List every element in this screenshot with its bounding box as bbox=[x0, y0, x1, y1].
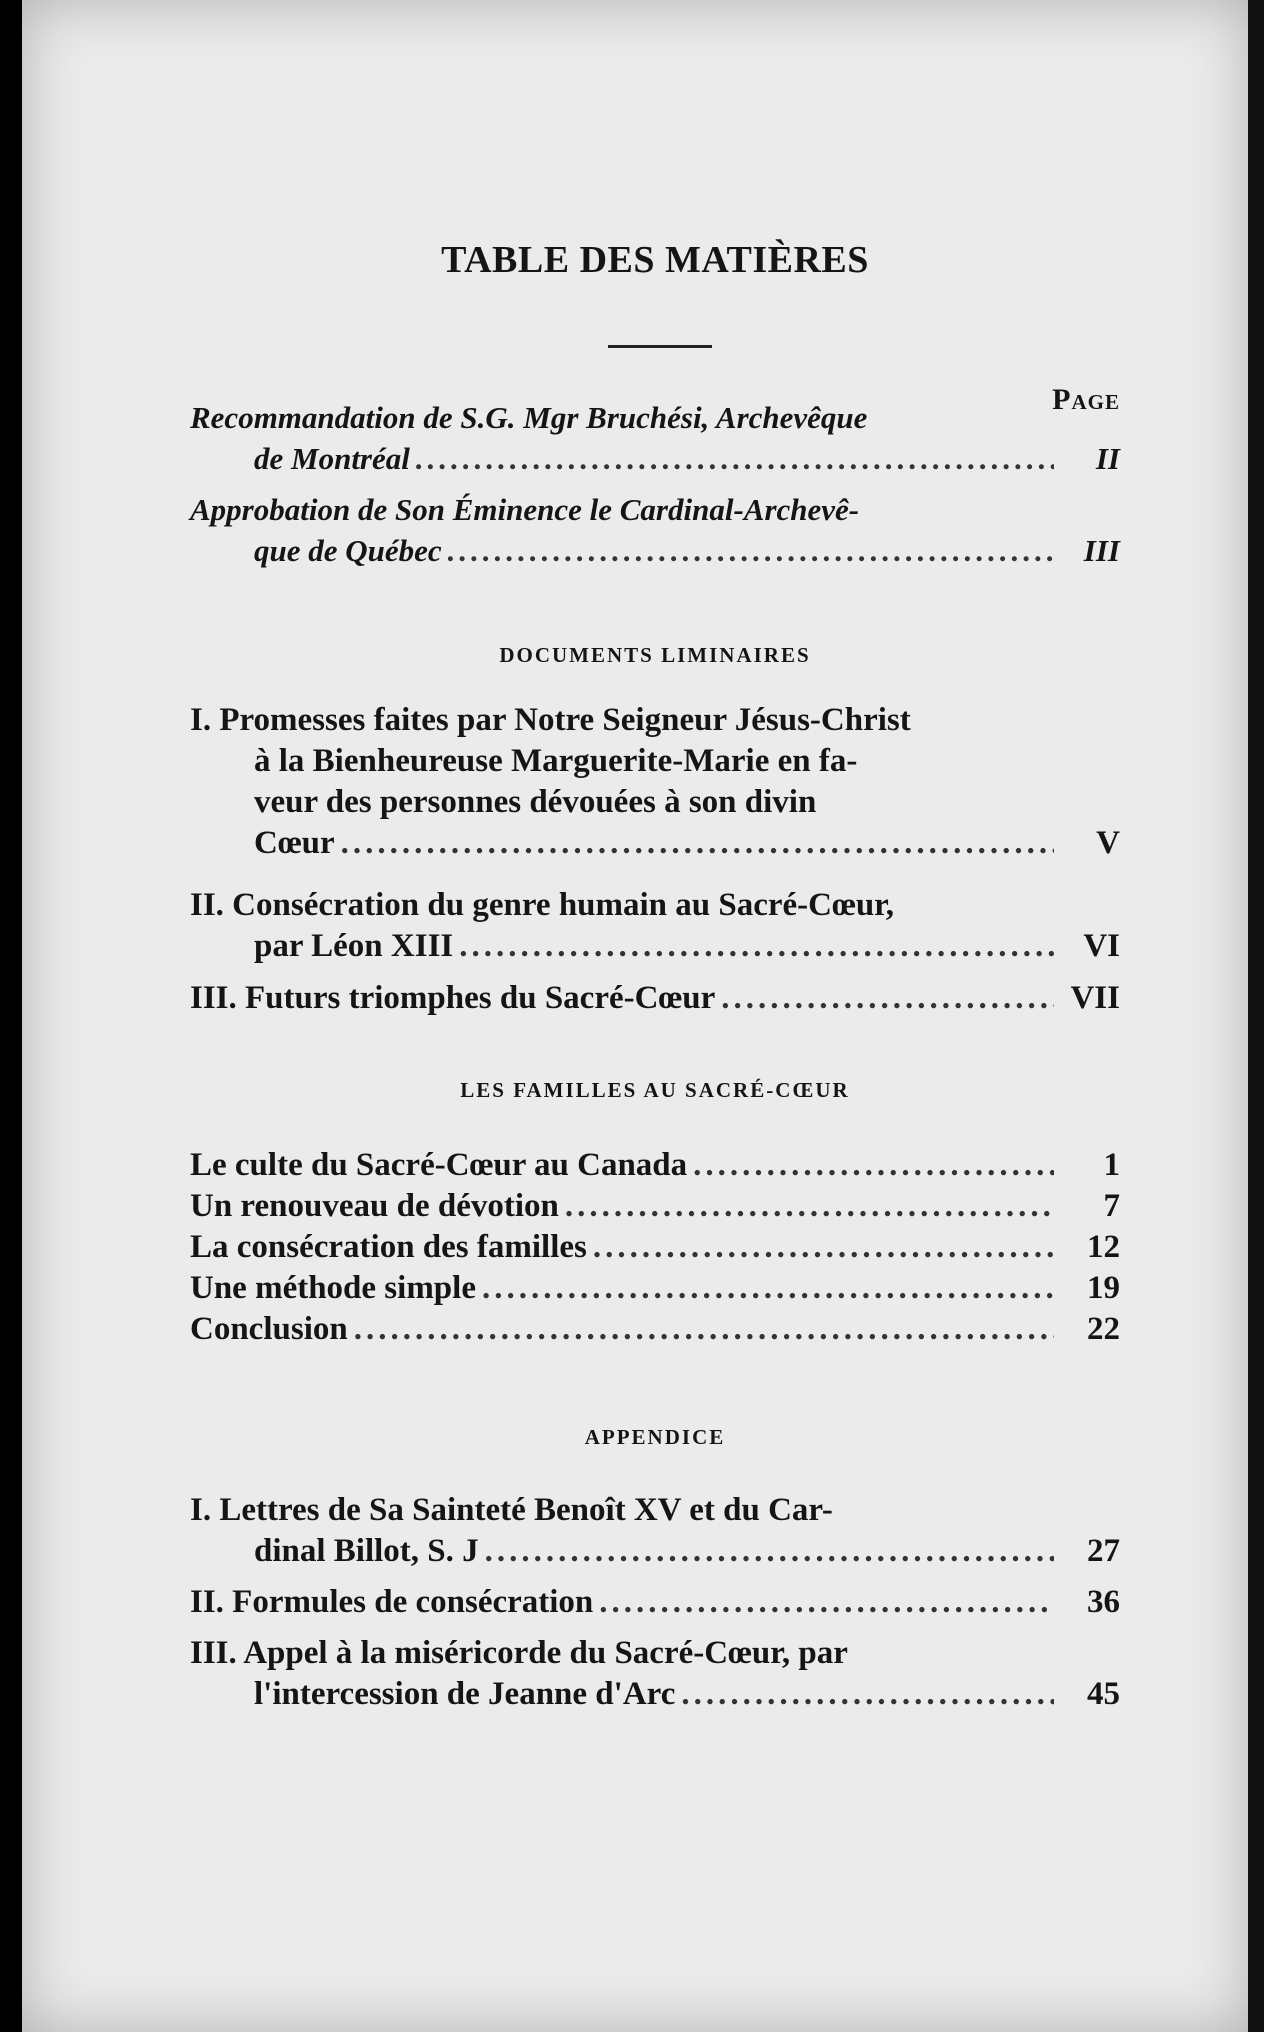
entry-line: de Montréal ..... II bbox=[190, 438, 1120, 479]
toc-entry bbox=[190, 397, 1120, 479]
toc-entry bbox=[190, 489, 1120, 571]
page-number: III bbox=[1083, 533, 1120, 568]
page-number: 36 bbox=[1087, 1584, 1120, 1620]
entry-line: Approbation de Son Éminence le Cardinal-Archevê- bbox=[190, 492, 860, 527]
dot-leader bbox=[448, 530, 1054, 571]
entry-line: que de Québec ..... III bbox=[190, 530, 1120, 571]
page-number: 27 bbox=[1087, 1533, 1120, 1569]
section-heading: APPENDICE bbox=[584, 1425, 726, 1449]
entry-line: dinal Billot, S. J ..... 27 bbox=[190, 1531, 1120, 1572]
page-number: V bbox=[1096, 825, 1120, 861]
entry-line: I. Promesses faites par Notre Seigneur Jésus-Christ bbox=[190, 702, 911, 738]
entry-line: Cœur ..... V bbox=[190, 823, 1120, 864]
entry-line: à la Bienheureuse Marguerite-Marie en fa- bbox=[254, 743, 858, 779]
entry-line: II. Formules de consécration ..... 36 bbox=[190, 1582, 1120, 1623]
dot-leader bbox=[599, 1582, 1054, 1623]
page-column-header: Page bbox=[1052, 383, 1120, 416]
entry-line: par Léon XIII ..... VI bbox=[190, 926, 1120, 967]
toc-entry bbox=[190, 1490, 1120, 1572]
dot-leader bbox=[721, 978, 1054, 1019]
toc-entry bbox=[190, 1309, 1120, 1350]
dot-leader bbox=[693, 1145, 1054, 1186]
section-heading: LES FAMILLES AU SACRÉ-CŒUR bbox=[460, 1078, 850, 1102]
title-divider bbox=[608, 345, 712, 348]
dot-leader bbox=[681, 1674, 1054, 1715]
page-number: 22 bbox=[1087, 1311, 1120, 1347]
dot-leader bbox=[354, 1309, 1054, 1350]
entry-line: l'intercession de Jeanne d'Arc ..... 45 bbox=[190, 1674, 1120, 1715]
toc-entry bbox=[190, 700, 1120, 864]
dot-leader bbox=[416, 438, 1054, 479]
toc-entry bbox=[190, 978, 1120, 1019]
dot-leader bbox=[485, 1531, 1054, 1572]
entry-line: Recommandation de S.G. Mgr Bruchési, Archevêque bbox=[190, 400, 868, 435]
toc-entry bbox=[190, 1145, 1120, 1186]
dot-leader bbox=[459, 926, 1054, 967]
entry-line: II. Consécration du genre humain au Sacré-Cœur, bbox=[190, 887, 895, 923]
page-number: 19 bbox=[1087, 1270, 1120, 1306]
page-number: VII bbox=[1070, 980, 1120, 1016]
toc-entry bbox=[190, 1268, 1120, 1309]
entry-line: Une méthode simple ..... 19 bbox=[190, 1268, 1120, 1309]
page-number: 7 bbox=[1103, 1188, 1120, 1224]
entry-line: Un renouveau de dévotion ..... 7 bbox=[190, 1186, 1120, 1227]
entry-line: La consécration des familles ..... 12 bbox=[190, 1227, 1120, 1268]
entry-line: veur des personnes dévouées à son divin bbox=[254, 784, 817, 820]
entry-line: III. Appel à la miséricorde du Sacré-Cœur, par bbox=[190, 1635, 848, 1671]
toc-entry bbox=[190, 1633, 1120, 1715]
toc-entry bbox=[190, 885, 1120, 967]
dot-leader bbox=[482, 1268, 1054, 1309]
page-number: II bbox=[1095, 441, 1120, 476]
toc-entry bbox=[190, 1186, 1120, 1227]
entry-line: I. Lettres de Sa Sainteté Benoît XV et du Car- bbox=[190, 1492, 833, 1528]
entry-line: III. Futurs triomphes du Sacré-Cœur ..... VII bbox=[190, 978, 1120, 1019]
dot-leader bbox=[341, 823, 1054, 864]
page-number: 45 bbox=[1087, 1676, 1120, 1712]
page-number: VI bbox=[1083, 928, 1120, 964]
section-heading: DOCUMENTS LIMINAIRES bbox=[499, 643, 811, 667]
page-number: 12 bbox=[1087, 1229, 1120, 1265]
toc-entry bbox=[190, 1582, 1120, 1623]
dot-leader bbox=[593, 1227, 1054, 1268]
toc-entry bbox=[190, 1227, 1120, 1268]
page-title: TABLE DES MATIÈRES bbox=[441, 239, 869, 281]
table-of-contents bbox=[190, 0, 1120, 2032]
entry-line: Conclusion ..... 22 bbox=[190, 1309, 1120, 1350]
page-number: 1 bbox=[1103, 1147, 1120, 1183]
page-edge bbox=[1248, 0, 1264, 2032]
entry-line: Le culte du Sacré-Cœur au Canada ..... 1 bbox=[190, 1145, 1120, 1186]
dot-leader bbox=[565, 1186, 1054, 1227]
